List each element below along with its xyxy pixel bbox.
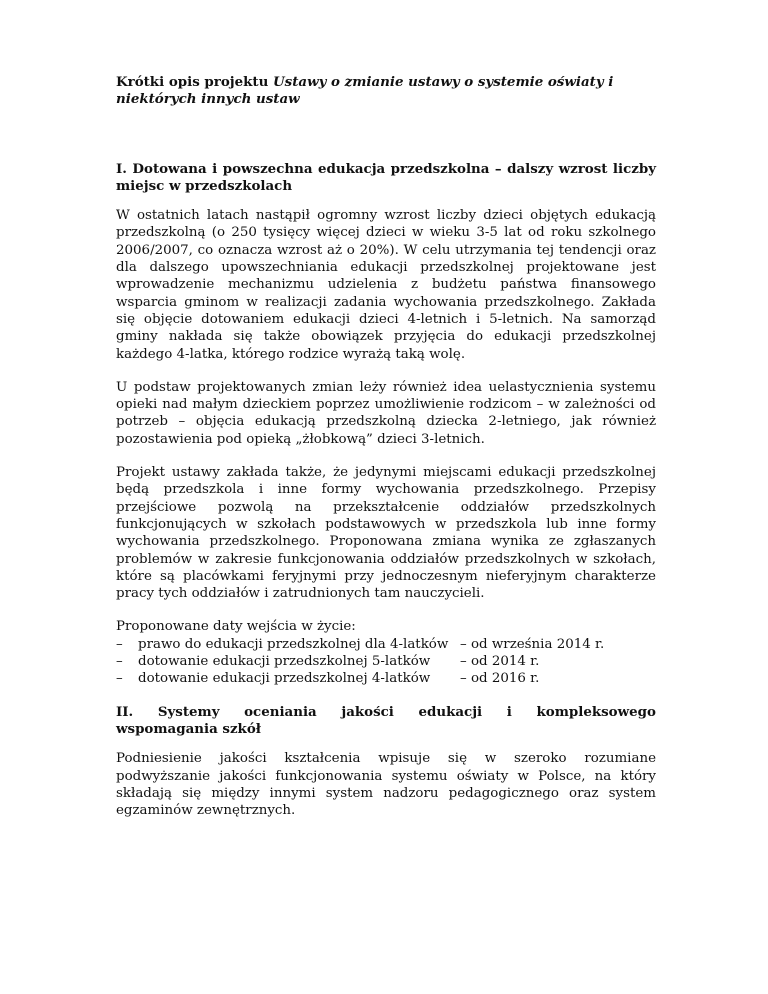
heading-word: kompleksowego	[536, 703, 656, 720]
list-dash: –	[116, 654, 123, 670]
list-dash: –	[116, 671, 123, 687]
heading-word: II.	[116, 703, 134, 720]
list-item	[116, 653, 656, 670]
date-item-label: prawo do edukacji przedszkolnej dla 4-latków	[138, 636, 449, 652]
document-page	[116, 74, 656, 835]
section-1-paragraph-2: U podstaw projektowanych zmian leży również idea uelastycznienia systemu opieki nad małym dzieckiem poprzez umożliwienie rodzicom – w zależności od potrzeb – objęcia edukacją przedszkolną dziecka 2-letniego, jak również pozostawienia pod opieką „żłobkową” dzieci 3-letnich.	[116, 379, 656, 447]
section-2-heading-line-2: wspomagania szkół	[116, 720, 261, 737]
section-1-heading: I. Dotowana i powszechna edukacja przedszkolna – dalszy wzrost liczby miejsc w przedszkolach	[116, 160, 656, 194]
section-1-paragraph-3: Projekt ustawy zakłada także, że jedynymi miejscami edukacji przedszkolnej będą przedszkola i inne formy wychowania przedszkolnego. Przepisy przejściowe pozwolą na przekształcenie oddziałów przedszkolnych funkcjonujących w szkołach podstawowych w przedszkola lub inne formy wychowania przedszkolnego. Proponowana zmiana wynika ze zgłaszanych problemów w zakresie funkcjonowania oddziałów przedszkolnych w szkołach, które są placówkami feryjnymi przy jednoczesnym nieferyjnym charakterze pracy tych oddziałów i zatrudnionych tam nauczycieli.	[116, 465, 656, 602]
heading-word: edukacji	[418, 703, 483, 720]
effective-dates	[116, 618, 656, 687]
section-2	[116, 704, 656, 820]
list-item	[116, 636, 656, 653]
date-item-label: dotowanie edukacji przedszkolnej 5-latków	[138, 654, 431, 670]
section-1	[116, 161, 656, 688]
title-prefix: Krótki opis projektu	[116, 74, 273, 90]
heading-word: Systemy	[157, 703, 220, 720]
list-item	[116, 670, 656, 687]
section-1-paragraph-1: W ostatnich latach nastąpił ogromny wzrost liczby dzieci objętych edukacją przedszkolną (o 250 tysięcy więcej dzieci w wieku 3-5 lat od roku szkolnego 2006/2007, co oznacza wzrost aż o 20%). W celu utrzymania tej tendencji oraz dla dalszego upowszechniania edukacji przedszkolnej projektowane jest wprowadzenie mechanizmu udzielenia z budżetu państwa finansowego wsparcia gminom w realizacji zadania wychowania przedszkolnego. Zakłada się objęcie dotowaniem edukacji dzieci 4-letnich i 5-letnich. Na samorząd gminy nakłada się także obowiązek przyjęcia do edukacji przedszkolnej każdego 4-latka, którego rodzice wyrażą taką wolę.	[116, 208, 656, 362]
effective-dates-intro: Proponowane daty wejścia w życie:	[116, 619, 356, 635]
date-item-label: dotowanie edukacji przedszkolnej 4-latków	[138, 671, 431, 687]
heading-word: i	[506, 703, 512, 720]
effective-dates-list	[116, 636, 656, 688]
section-2-heading	[116, 704, 656, 739]
date-item-value: – od 2016 r.	[460, 671, 540, 687]
heading-word: jakości	[341, 703, 394, 720]
date-item-value: – od 2014 r.	[460, 654, 540, 670]
date-item-value: – od września 2014 r.	[460, 636, 605, 652]
section-2-heading-line-1	[116, 704, 656, 721]
title-italic: Ustawy o zmianie ustawy o systemie oświaty i niektórych innych ustaw	[116, 74, 614, 108]
list-dash: –	[116, 636, 123, 652]
section-2-paragraph-1: Podniesienie jakości kształcenia wpisuje się w szeroko rozumiane podwyższanie jakości funkcjonowania systemu oświaty w Polsce, na który składają się między innymi system nadzoru pedagogicznego oraz system egzaminów zewnętrznych.	[116, 751, 656, 819]
heading-word: oceniania	[244, 703, 317, 720]
document-title	[116, 74, 656, 109]
